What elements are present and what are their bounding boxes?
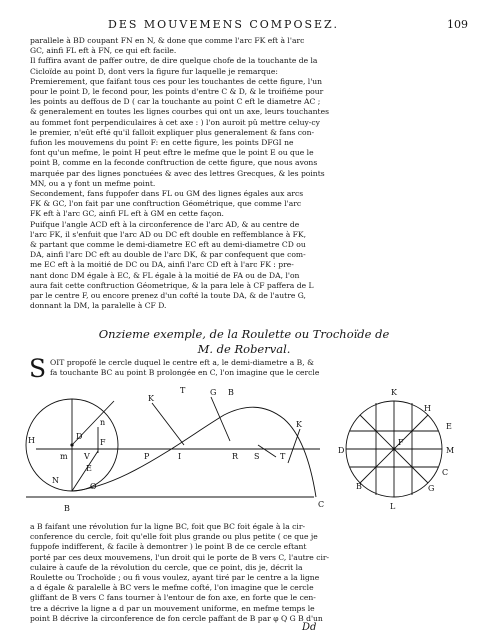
text-line: Premierement, que faifant tous ces pour les touchantes de cette figure, l'un <box>30 76 323 86</box>
figure-label: H <box>424 404 431 413</box>
text-line: & generalement en toutes les lignes courbes qui ont un axe, leurs touchantes <box>30 107 329 117</box>
figure-label: B <box>356 482 362 491</box>
running-title: DES MOUVEMENS COMPOSEZ. <box>108 18 339 31</box>
text-line: marquée par des lignes ponctuées & avec des lettres Grecques, & les points <box>30 168 325 178</box>
text-line: pour le point D, le fecond pour, les points d'entre C & D, & le troifiéme pour <box>30 87 324 97</box>
figure-label: P <box>144 452 150 461</box>
figure-label: F <box>100 438 106 447</box>
figure-label: L <box>390 502 396 511</box>
roulette-figure <box>14 379 474 521</box>
figure-label: m <box>60 452 68 461</box>
text-block-intro <box>50 358 465 378</box>
example-heading-line: Onzieme exemple, de la Roulette ou Trochoïde de <box>98 327 390 341</box>
text-line: fa touchante BC au point B prolongée en C, l'on imagine que le cercle <box>50 368 320 378</box>
example-heading-line: M. de Roberval. <box>197 341 291 356</box>
figure-label: C <box>318 500 325 509</box>
figure-label: G <box>428 484 435 493</box>
figure-label: O <box>90 482 97 491</box>
chord-line <box>152 403 184 445</box>
text-line: DA, ainfi l'arc DC eft au double de l'arc DK, & par confequent que com- <box>30 250 306 260</box>
text-line: a B faifant une révolution fur la ligne BC, foit que BC foit égale à la cir- <box>30 522 306 531</box>
text-line: conference du cercle, foit qu'elle foit plus grande ou plus petite ( ce que je <box>30 532 318 542</box>
text-line: donnant la DM, la paralelle à CF D. <box>30 301 167 311</box>
text-line: par le centre F, ou encore prenez d'un cofté la toute DA, & de l'autre G, <box>30 291 306 301</box>
text-line: tre a décrive la ligne a d par un mouvement uniforme, en mefme temps le <box>30 603 315 613</box>
text-line: Il fuffira avant de paffer outre, de dire quelque chofe de la touchante de la <box>30 56 318 66</box>
text-line: MN, ou a γ font un mefme point. <box>30 178 156 188</box>
figure-label: C <box>442 468 449 477</box>
figure-label: n <box>100 418 106 427</box>
text-line: FK & GC, l'on fait par une conftruction Géométrique, que comme l'arc <box>30 199 302 209</box>
example-heading <box>34 327 454 356</box>
figure-label: D <box>338 446 345 455</box>
text-line: font qu'un mefme, le point H peut eftre le mefme que le point E ou que le <box>30 148 314 158</box>
figure-label: H <box>28 436 35 445</box>
figure-label: E <box>446 422 452 431</box>
chord-line <box>258 445 276 457</box>
figure-label: B <box>64 504 70 513</box>
figure-label: I <box>178 452 182 461</box>
text-line: & partant que comme le demi-diametre EC eft au demi-diametre CD ou <box>30 240 306 250</box>
text-line: fufion les mouvemens du point F: en cette figure, les points DFGI ne <box>30 138 294 148</box>
figure-label: F <box>398 438 404 447</box>
text-line: Cicloïde au point D, dont vers la figure fur laquelle je remarque: <box>30 66 278 76</box>
figure-label: D <box>76 432 83 441</box>
text-line: Secondement, fans fuppofer dans FL ou GM des lignes égales aux arcs <box>30 189 304 199</box>
figure-label: B <box>228 388 234 397</box>
text-line: point B, comme en la feconde conftruction de cette figure, que nous avons <box>30 158 318 168</box>
center-point <box>392 447 395 450</box>
roulette-diagram <box>14 379 474 521</box>
text-line: culaire à caufe de la révolution du cercle, que ce point, dis je, décrit la <box>30 562 303 572</box>
figure-label: V <box>84 452 90 461</box>
figure-label: T <box>180 386 186 395</box>
figure-label: R <box>232 452 239 461</box>
text-line: Puifque l'angle ACD eft à la circonference de l'arc AD, & au centre de <box>30 219 300 229</box>
center-point <box>70 443 73 446</box>
text-line: les points au deffous de D ( car la touchante au point C eft le diametre AC ; <box>30 97 321 107</box>
figure-label: E <box>86 464 92 473</box>
figure-label: S <box>254 452 260 461</box>
text-block-top <box>30 36 465 311</box>
text-line: parallele à BD coupant FN en N, & done que comme l'arc FK eft à l'arc <box>30 36 305 45</box>
text-line: GC, ainfi FL eft à FN, ce qui eft facile. <box>30 46 177 56</box>
page-header <box>30 16 468 34</box>
chord-line <box>288 429 300 463</box>
text-line: aura fait cette conftruction Géometrique, & la para lele à CF paffera de L <box>30 280 314 290</box>
figure-label: K <box>148 394 154 403</box>
text-line: l'arc FK, il s'enfuit que l'arc AD ou DC eft double en reffemblance à FK, <box>30 229 306 239</box>
drop-cap: S <box>29 354 47 383</box>
text-line: FK eft à l'arc GC, ainfi FL eft à GM en cette façon. <box>30 209 224 219</box>
figure-label: K <box>391 388 397 397</box>
text-line: au fommet font perpendiculaires à cet axe : ) l'on auroit pû mettre celuy-cy <box>30 117 320 127</box>
text-line: Roulette ou Trochoïde ; ou fi vous voulez, ayant tiré par le centre a la ligne <box>30 573 320 583</box>
text-line: nant donc DM égale à EC, & FL égale à la moitié de FA ou de DA, l'on <box>30 270 300 280</box>
text-block-bottom <box>30 522 465 624</box>
figure-label: G <box>210 388 217 397</box>
text-line: porté par ces deux mouvemens, l'un droit qui le porte de B vers C, l'autre cir- <box>30 552 330 562</box>
text-line: gliffant de B vers C fans tourner à l'entour de fon axe, en forte que le cen- <box>30 593 316 603</box>
text-line: a d égale & paralelle à BC vers le mefme cofté, l'on imagine que le cercle <box>30 583 314 593</box>
figure-label: N <box>52 476 59 485</box>
text-line: OIT propofé le cercle duquel le centre eft a, le demi-diametre a B, & <box>50 358 314 367</box>
figure-label: T <box>280 452 286 461</box>
text-line: le premier, n'eût efté qu'il falloit expliquer plus generalement & fans con- <box>30 127 315 137</box>
figure-label: K <box>296 420 302 429</box>
figure-label: M <box>446 446 455 455</box>
text-line: fuppofe indifferent, & facile à demontrer ) le point B de ce cercle eftant <box>30 542 307 552</box>
chord-line <box>211 397 230 441</box>
signature-mark: Dd <box>302 622 317 633</box>
page-number: 109 <box>447 18 468 31</box>
text-line: me EC eft à la moitié de DC ou DA, ainfi l'arc CD eft à l'arc FK : pre- <box>30 260 294 270</box>
text-line: point B décrive la circonference de fon cercle paffant de B par φ Q G B d'un <box>30 613 323 623</box>
